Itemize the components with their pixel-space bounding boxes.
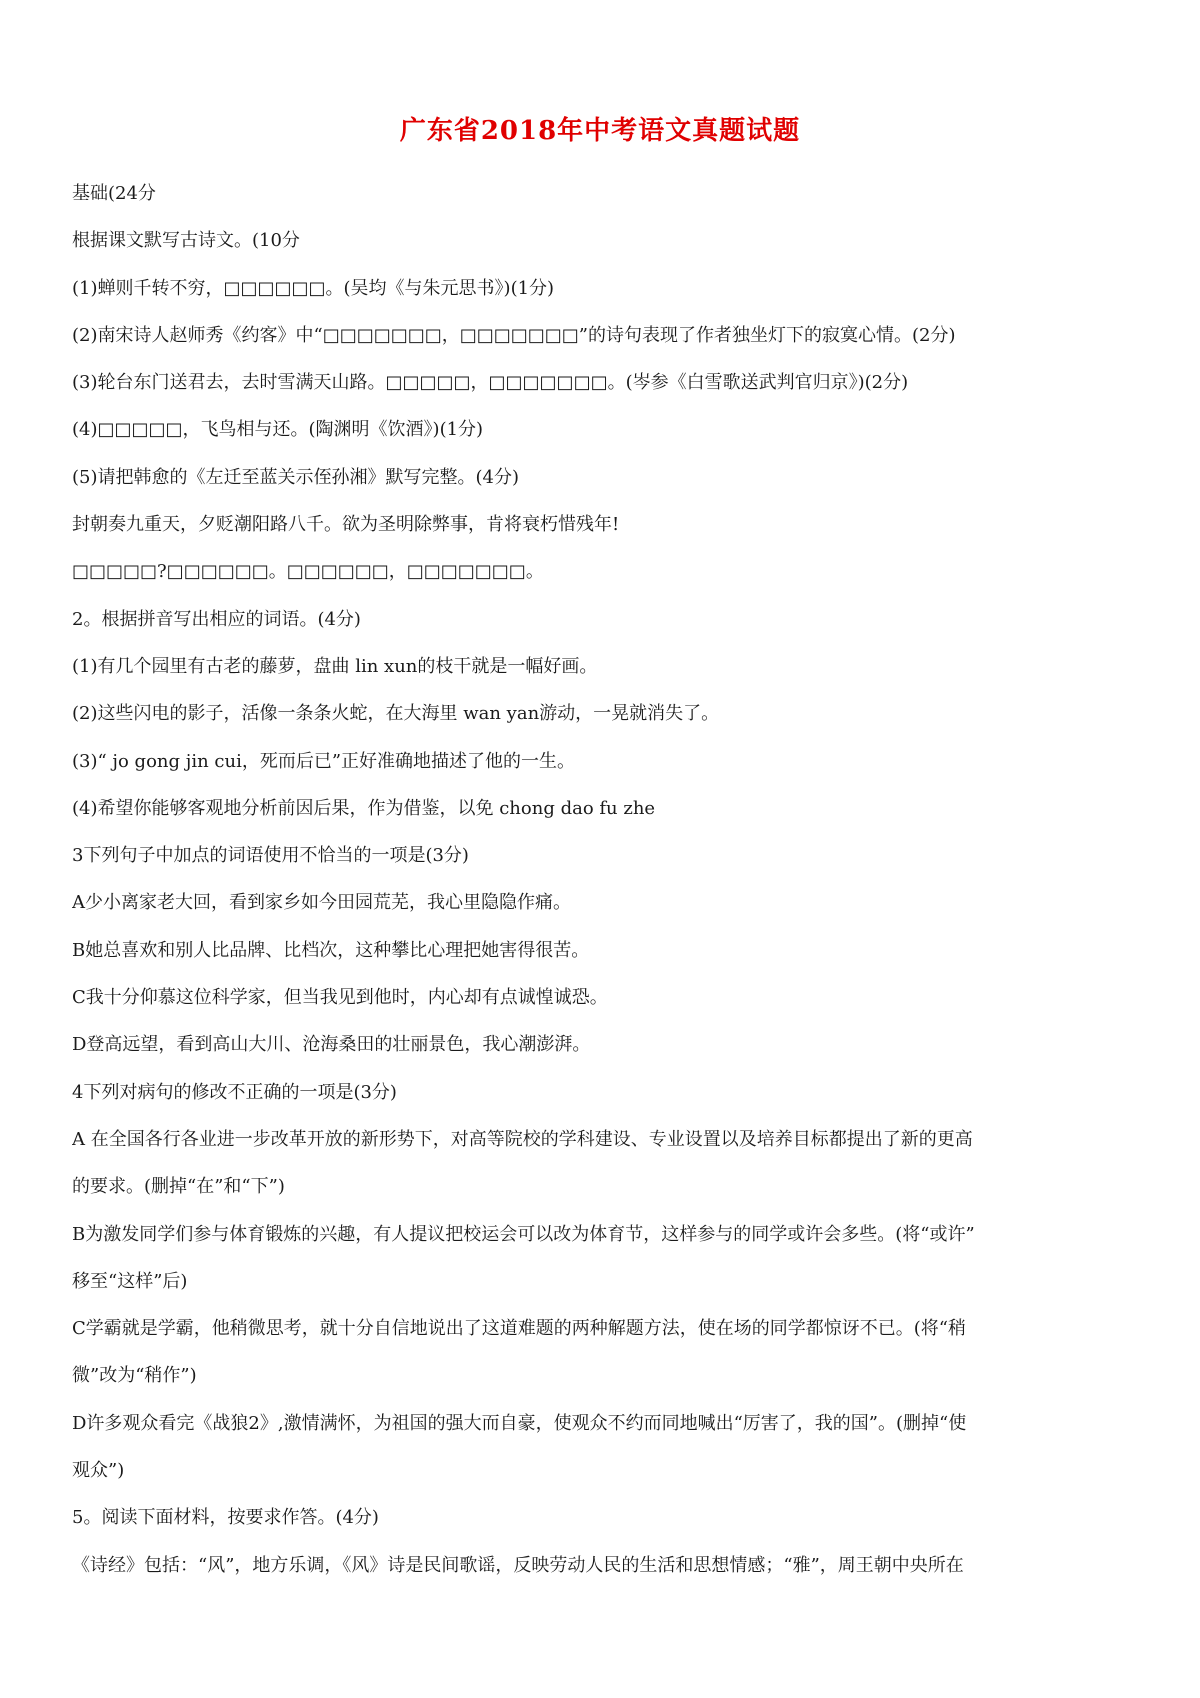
text-line: 4下列对病句的修改不正确的一项是(3分) bbox=[72, 1081, 397, 1103]
text-line: (3)轮台东门送君去，去时雪满天山路。□□□□□，□□□□□□□。(岑参《白雪歌送武判官归京》)(2分) bbox=[72, 372, 909, 394]
text-line: B为激发同学们参与体育锻炼的兴趣，有人提议把校运会可以改为体育节，这样参与的同学或许会多些。(将“或许” bbox=[72, 1223, 975, 1245]
text-line: 基础(24分 bbox=[72, 183, 156, 204]
text-line: 微”改为“稍作”) bbox=[72, 1365, 197, 1387]
text-line: 封朝奏九重天，夕贬潮阳路八千。欲为圣明除弊事，肯将衰朽惜残年! bbox=[72, 514, 620, 536]
text-line: A 在全国各行各业进一步改革开放的新形势下，对高等院校的学科建设、专业设置以及培养目标都提出了新的更高 bbox=[72, 1128, 973, 1150]
text-line: □□□□□?□□□□□□。□□□□□□，□□□□□□□。 bbox=[72, 561, 544, 583]
text-line: C学霸就是学霸，他稍微思考，就十分自信地说出了这道难题的两种解题方法，使在场的同学都惊讶不已。(将“稍 bbox=[72, 1318, 966, 1340]
text-line: (5)请把韩愈的《左迁至蓝关示侄孙湘》默写完整。(4分) bbox=[72, 466, 519, 488]
text-line: 5。阅读下面材料，按要求作答。(4分) bbox=[72, 1507, 379, 1529]
text-line: A少小离家老大回，看到家乡如今田园荒芜，我心里隐隐作痛。 bbox=[72, 892, 571, 914]
document-body bbox=[72, 170, 1132, 1589]
page-title: 广东省2018年中考语文真题试题 bbox=[399, 116, 801, 146]
text-line: 观众”) bbox=[72, 1460, 125, 1482]
text-line: (4)希望你能够客观地分析前因后果，作为借鉴，以免 chong dao fu zhe bbox=[72, 797, 656, 819]
text-line: (2)这些闪电的影子，活像一条条火蛇，在大海里 wan yan游动，一晃就消失了。 bbox=[72, 703, 720, 725]
text-line: 2。根据拼音写出相应的词语。(4分) bbox=[72, 608, 361, 630]
text-line: 的要求。(删掉“在”和“下”) bbox=[72, 1176, 285, 1198]
text-line: D登高远望，看到高山大川、沧海桑田的壮丽景色，我心潮澎湃。 bbox=[72, 1034, 591, 1056]
text-line: 移至“这样”后) bbox=[72, 1270, 188, 1292]
text-line: (2)南宋诗人赵师秀《约客》中“□□□□□□□，□□□□□□□”的诗句表现了作者独坐灯下的寂寞心情。(2分) bbox=[72, 324, 956, 346]
text-line: 3下列句子中加点的词语使用不恰当的一项是(3分) bbox=[72, 845, 469, 867]
text-line: (4)□□□□□，飞鸟相与还。(陶渊明《饮酒》)(1分) bbox=[72, 419, 484, 441]
text-line: D许多观众看完《战狼2》,激情满怀，为祖国的强大而自豪，使观众不约而同地喊出“厉害了，我的国”。(删掉“使 bbox=[72, 1412, 967, 1434]
text-line: C我十分仰慕这位科学家，但当我见到他时，内心却有点诚惶诚恐。 bbox=[72, 987, 608, 1009]
text-line: (3)“ jo gong jin cui，死而后已”正好准确地描述了他的一生。 bbox=[72, 750, 576, 772]
text-line: 《诗经》包括：“风”，地方乐调，《风》诗是民间歌谣，反映劳动人民的生活和思想情感；“雅”，周王朝中央所在 bbox=[72, 1554, 964, 1576]
text-line: 根据课文默写古诗文。(10分 bbox=[72, 230, 300, 252]
text-line: B她总喜欢和别人比品牌、比档次，这种攀比心理把她害得很苦。 bbox=[72, 939, 590, 961]
text-line: (1)有几个园里有古老的藤萝，盘曲 lin xun的枝干就是一幅好画。 bbox=[72, 655, 598, 677]
text-line: (1)蝉则千转不穷，□□□□□□。(吴均《与朱元思书》)(1分) bbox=[72, 277, 555, 299]
